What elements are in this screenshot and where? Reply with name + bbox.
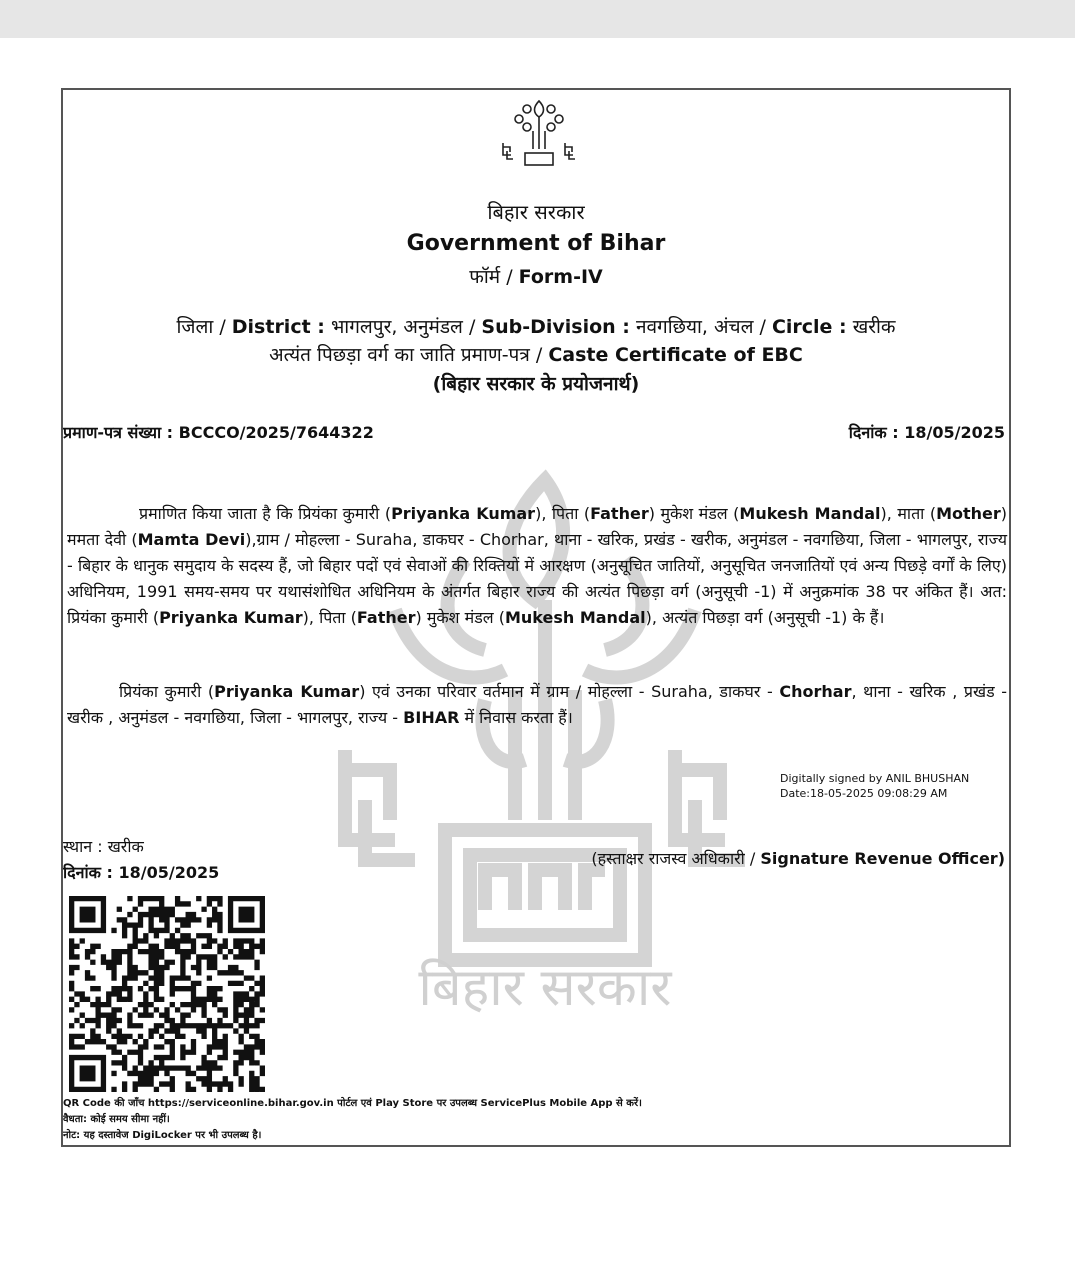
- certificate-type: अत्यंत पिछड़ा वर्ग का जाति प्रमाण-पत्र / Caste Certificate of EBC: [269, 344, 803, 366]
- hindi-title: बिहार सरकार: [487, 200, 585, 224]
- district-line: जिला / District : भागलपुर, अनुमंडल / Sub-Division : नवगछिया, अंचल / Circle : खरीक: [176, 316, 896, 338]
- qr-modules: [69, 896, 265, 1092]
- certificate-number: प्रमाण-पत्र संख्या : BCCCO/2025/7644322: [63, 423, 374, 442]
- certificate-purpose: (बिहार सरकार के प्रयोजनार्थ): [432, 373, 640, 395]
- footer-line-1: QR Code की जाँच https://serviceonline.bihar.gov.in पोर्टल एवं Play Store पर उपलब्ध ServicePlus Mobile App से करें।: [63, 1098, 642, 1109]
- certificate-document: [61, 88, 1011, 1147]
- footer-line-2: वैधता: कोई समय सीमा नहीं।: [63, 1114, 170, 1125]
- government-title: Government of Bihar: [406, 231, 666, 256]
- footer-notes: [63, 1096, 642, 1144]
- place-date: दिनांक : 18/05/2025: [63, 863, 220, 882]
- qr-code: [69, 896, 265, 1092]
- digital-signature: Digitally signed by ANIL BHUSHAN Date:18-05-2025 09:08:29 AM: [780, 772, 970, 800]
- form-label: फॉर्म / Form-IV: [469, 266, 603, 288]
- certificate-paragraph-1: प्रमाणित किया जाता है कि प्रियंका कुमारी (Priyanka Kumar), पिता (Father) मुकेश मंडल (Mukesh Mandal), माता (Mother) ममता देवी (Mamta Devi),ग्राम / मोहल्ला - Suraha, डाकघर - Chorhar, थाना - खरिक, प्रखंड - खरीक, अनुमंडल - नवगछिया, जिला - भागलपुर, राज्य - बिहार के धानुक समुदाय के सदस्य हैं, जो बिहार पदों एवं सेवाओं की रिक्तियों में आरक्षण (अनुसूचित जातियों, अनुसूचित जनजातियों एवं अन्य पिछड़े वर्गों के लिए) अधिनियम, 1991 समय-समय पर यथासंशोधित अधिनियम के अंतर्गत बिहार राज्य की अत्यंत पिछड़ा वर्ग (अनुसूची -1) में अनुक्रमांक 38 पर अंकित हैं। अत: प्रियंका कुमारी (Priyanka Kumar), पिता (Father) मुकेश मंडल (Mukesh Mandal), अत्यंत पिछड़ा वर्ग (अनुसूची -1) के हैं।: [67, 504, 1008, 627]
- place-text: स्थान : खरीक: [63, 837, 144, 856]
- top-bar: [0, 0, 1075, 38]
- bihar-emblem-logo: [499, 97, 579, 169]
- certificate-paragraph-2: प्रियंका कुमारी (Priyanka Kumar) एवं उनका परिवार वर्तमान में ग्राम / मोहल्ला - Suraha, डाकघर - Chorhar, थाना - खरिक , प्रखंड - खरीक , अनुमंडल - नवगछिया, जिला - भागलपुर, राज्य - BIHAR में निवास करता हैं।: [67, 682, 1008, 727]
- watermark-text: बिहार सरकार: [418, 958, 672, 1018]
- signature-officer: (हस्ताक्षर राजस्व अधिकारी / Signature Revenue Officer): [591, 849, 1005, 868]
- place-block: [63, 834, 219, 886]
- footer-line-3: नोट: यह दस्तावेज DigiLocker पर भी उपलब्ध है।: [63, 1130, 262, 1141]
- certificate-date: दिनांक : 18/05/2025: [848, 423, 1005, 442]
